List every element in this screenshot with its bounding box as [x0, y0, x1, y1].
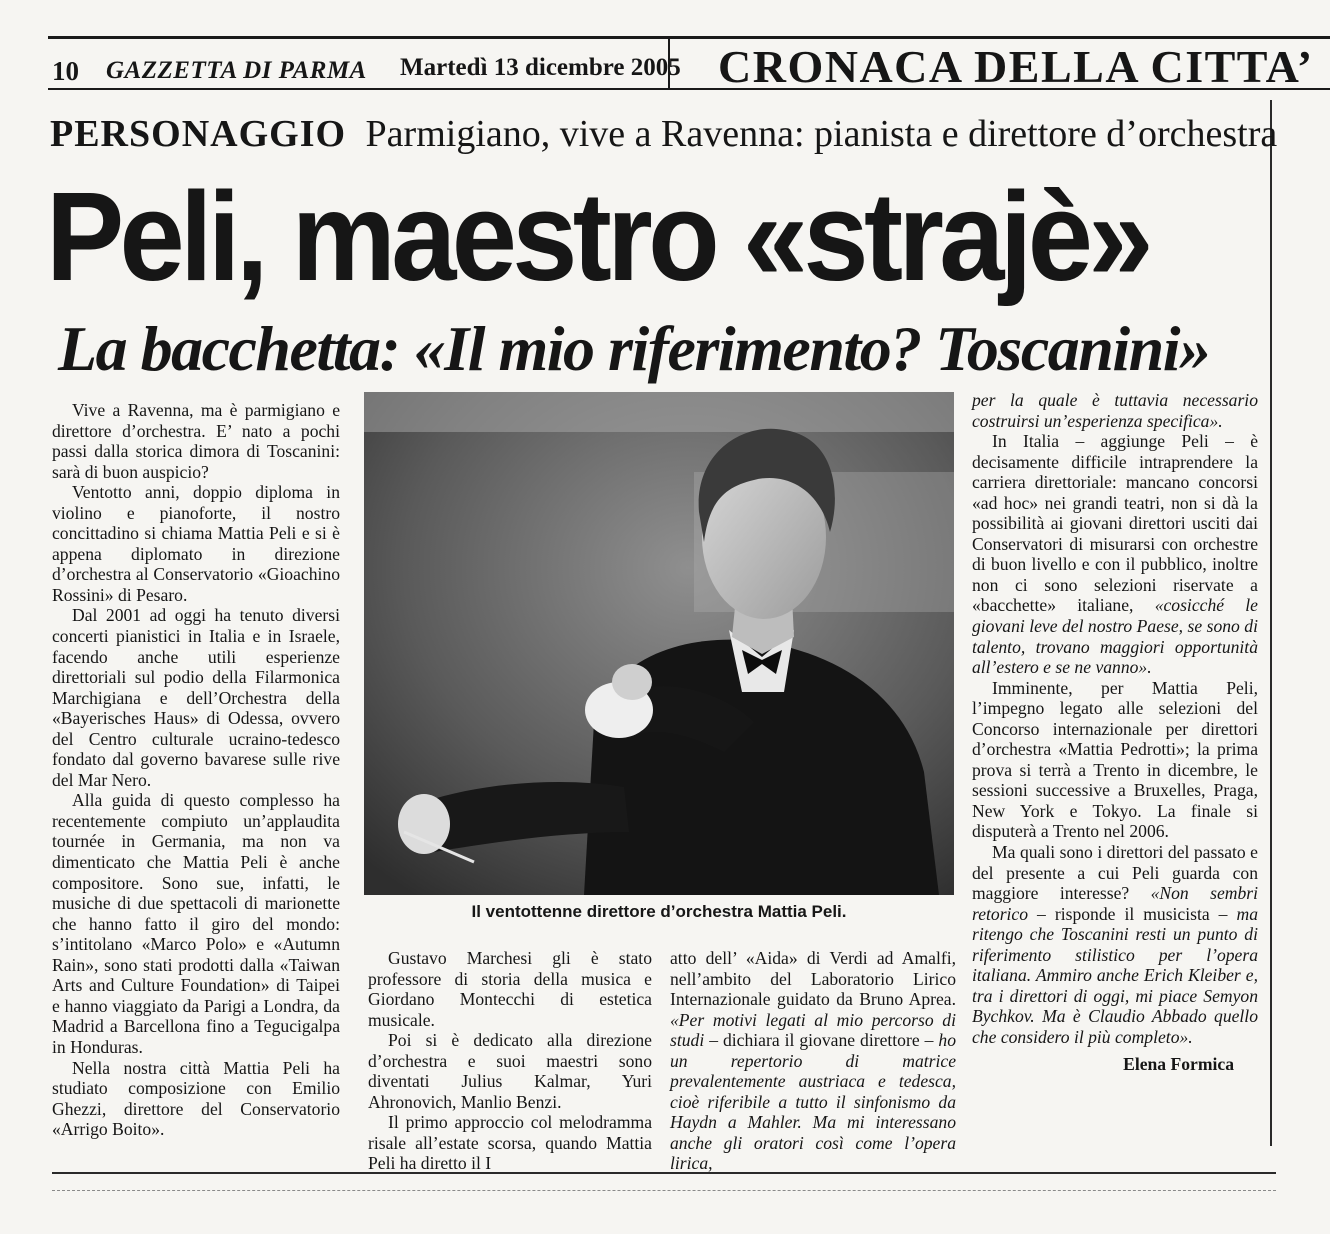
masthead-bottom-rule: [48, 88, 1330, 90]
quote-run: ma ritengo che Toscanini resti un punto di riferimento stilistico per l’opera italiana. Ammiro anche Erich Kleiber e, tra i direttori di oggi, mi piace Semyon Bychkov. Ma è Claudio Abbado quello che considero il più completo».: [972, 903, 1259, 1047]
quote-run: ho un repertorio di matrice prevalentemente austriaca e tedesca, cioè riferibile a tutto il sinfonismo da Haydn a Mahler. Ma mi interessano anche gli oratori così come l’opera lirica,: [670, 1030, 956, 1174]
text-run: – dichiara il giovane direttore –: [709, 1030, 934, 1051]
paragraph: Vive a Ravenna, ma è parmigiano e direttore d’orchestra. E’ nato a pochi passi dalla storica dimora di Toscanini: sarà di buon auspicio?: [52, 400, 340, 482]
text-run: In Italia – aggiunge Peli – è decisamente difficile intraprendere la carriera direttoriale: mancano concorsi «ad hoc» nei grandi teatri, non si dà la possibilità ai giovani direttori usciti dai Conservatori di misurarsi con orchestre di buon livello e con il pubblico, inoltre non ci sono selezioni riservate a «bacchette» italiane,: [972, 431, 1258, 616]
page-number: 10: [52, 56, 79, 86]
quote-run: «Per motivi legati al mio percorso di studi: [670, 1009, 956, 1051]
masthead: [48, 30, 1330, 92]
paragraph: [670, 948, 956, 1174]
paragraph: Il primo approccio col melodramma risale all’estate scorsa, quando Mattia Peli ha diretto il I: [368, 1112, 652, 1174]
paragraph: [972, 842, 1258, 1047]
text-column-2: [368, 948, 652, 1174]
quote-run: «Non sembri retorico: [972, 883, 1259, 924]
paragraph: Alla guida di questo complesso ha recentemente compiuto un’applaudita tournée in Germania, ma non va dimenticato che Mattia Peli è anche compositore. Sono sue, infatti, le musiche di due spettacoli di marionette che hanno fatto il giro del mondo: s’intitolano «Marco Polo» e «Autumn Rain», sono stati prodotti dalla «Taiwan Arts and Culture Foundation» di Taipei e hanno viaggiato da Parigi a Londra, da Madrid a Barcellona fino a Tegucigalpa in Honduras.: [52, 790, 340, 1057]
paragraph: Imminente, per Mattia Peli, l’impegno legato alle selezioni del Concorso internazionale per direttori d’orchestra «Mattia Pedrotti»; la prima prova si terrà a Trento in dicembre, le sessioni successive a Bruxelles, Praga, New York e Tokyo. La finale si disputerà a Trento nel 2006.: [972, 677, 1258, 842]
issue-date: Martedì 13 dicembre 2005: [400, 54, 681, 81]
paragraph: Ventotto anni, doppio diploma in violino e pianoforte, il nostro concittadino si chiama Mattia Peli e si è appena diplomato in direzione d’orchestra al Conservatorio «Gioachino Rossini» di Pesaro.: [52, 482, 340, 605]
article-right-border: [1270, 100, 1272, 1146]
masthead-divider: [668, 36, 670, 88]
text-run: atto dell’ «Aida» di Verdi ad Amalfi, nell’ambito del Laboratorio Lirico Internazionale guidato da Bruno Aprea.: [670, 948, 956, 1010]
section-title: CRONACA DELLA CITTA’: [718, 41, 1314, 92]
paragraph: [972, 431, 1258, 678]
headline: Peli, maestro «strajè»: [46, 166, 1149, 307]
kicker-text: Parmigiano, vive a Ravenna: pianista e direttore d’orchestra: [365, 113, 1278, 155]
text-column-4: [972, 390, 1258, 1074]
text-run: – risponde il musicista –: [1037, 903, 1228, 924]
text-column-1: [52, 400, 340, 1140]
subheadline: La bacchetta: «Il mio riferimento? Toscanini»: [58, 313, 1210, 384]
masthead-top-rule: [48, 36, 1330, 39]
bottom-dashed-rule: [52, 1190, 1276, 1191]
bottom-rule: [52, 1172, 1276, 1174]
author-signature: Elena Formica: [1123, 1053, 1234, 1074]
kicker-label: PERSONAGGIO: [50, 113, 347, 155]
text-column-3: [670, 948, 956, 1174]
paragraph: Gustavo Marchesi gli è stato professore di storia della musica e Giordano Montecchi di estetica musicale.: [368, 948, 652, 1030]
newspaper-name: GAZZETTA DI PARMA: [106, 57, 367, 84]
paragraph: [972, 390, 1258, 431]
conductor-photo-illustration: [364, 392, 954, 895]
text-run: Ma quali sono i direttori del passato e del presente a cui Peli guarda con maggiore interesse?: [972, 842, 1258, 904]
paragraph: Poi si è dedicato alla direzione d’orchestra e suoi maestri sono diventati Julius Kalmar, Yuri Ahronovich, Manlio Benzi.: [368, 1030, 652, 1112]
photo-caption: Il ventottenne direttore d’orchestra Mattia Peli.: [471, 902, 847, 921]
paragraph: Dal 2001 ad oggi ha tenuto diversi concerti pianistici in Italia e in Israele, facendo anche utili esperienze direttoriali sul podio della Filarmonica Marchigiana e dell’Orchestra della «Bayerisches Haus» di Odessa, ovvero del Centro culturale ucraino-tedesco fondato dal governo bavarese sulle rive del Mar Nero.: [52, 605, 340, 790]
quote-run: «cosicché le giovani leve del nostro Paese, se sono di talento, trovano maggiori opportunità all’estero e se ne vanno».: [972, 595, 1258, 678]
quote-run: per la quale è tuttavia necessario costruirsi un’esperienza specifica».: [972, 390, 1258, 431]
paragraph: Nella nostra città Mattia Peli ha studiato composizione con Emilio Ghezzi, direttore del Conservatorio «Arrigo Boito».: [52, 1057, 340, 1140]
article-kicker: [50, 112, 1278, 156]
conductor-photo: [364, 392, 954, 895]
